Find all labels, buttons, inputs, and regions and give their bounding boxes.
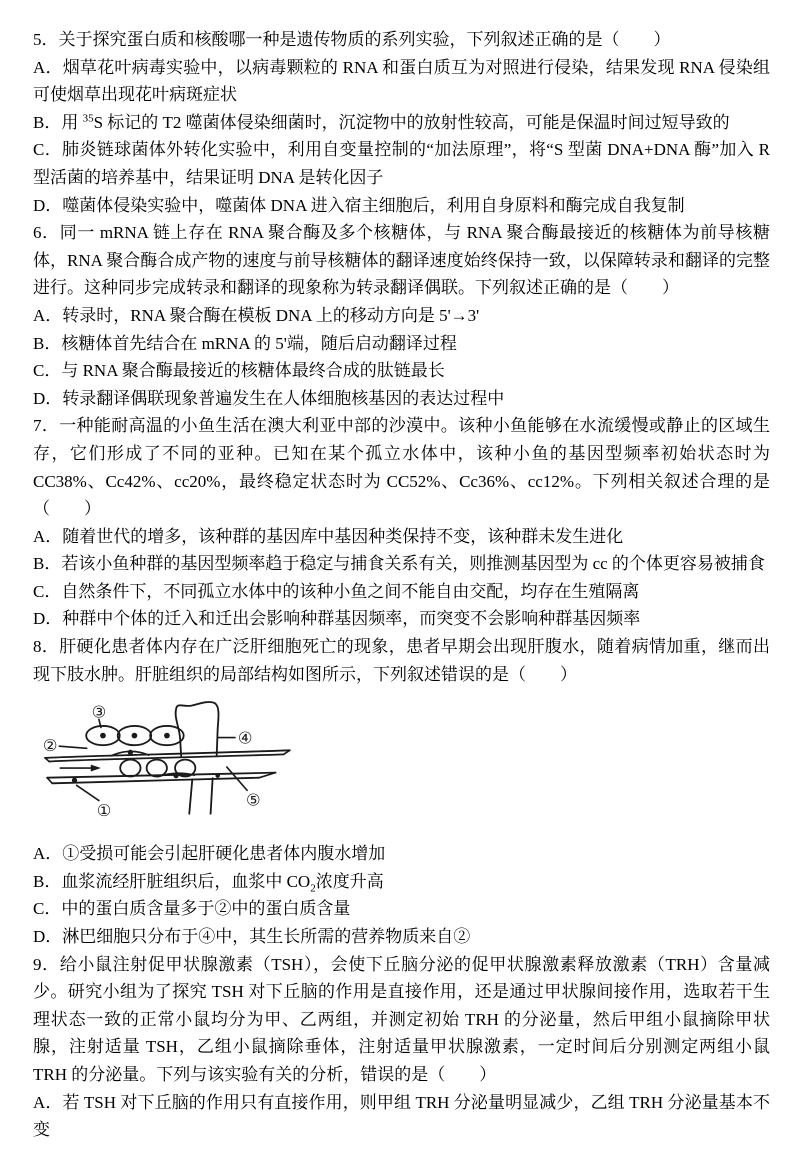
diagram-label-1: ① [96, 801, 112, 821]
diagram-label-5: ⑤ [245, 790, 261, 810]
co2-subscript: 2 [310, 882, 316, 895]
question-9-stem: 9．给小鼠注射促甲状腺激素（TSH），会使下丘脑分泌的促甲状腺激素释放激素（TRH）含量减少。研究小组为了探究 TSH 对下丘脑的作用是直接作用，还是通过甲状腺间接作用，选取若干生理状态一致的正常小鼠均分为甲、乙两组，并测定初始 TRH 的分泌量，然后甲组小鼠摘除甲状腺，注射适量 TSH，乙组小鼠摘除垂体，注射适量甲状腺激素，一定时间后分别测定两组小鼠 TRH 的分泌量。下列与该实验有关的分析，错误的是（ ） [33, 954, 770, 1084]
branch-vessel [189, 778, 212, 814]
question-7-option-d: D．种群中个体的迁入和迁出会影响种群基因频率，而突变不会影响种群基因频率 [33, 609, 641, 629]
q5-option-b-text: B．用 [33, 112, 83, 132]
label-2-pointer-line [59, 746, 86, 748]
q5-option-b-rest: S 标记的 T2 噬菌体侵染细菌时，沉淀物中的放射性较高，可能是保温时间过短导致的 [93, 112, 730, 132]
question-6-option-c: C．与 RNA 聚合酶最接近的核糖体最终合成的肽链最长 [33, 361, 445, 381]
question-6-option-a: A．转录时，RNA 聚合酶在模板 DNA 上的移动方向是 5'→3' [33, 305, 480, 325]
question-8-stem: 8．肝硬化患者体内存在广泛肝细胞死亡的现象，患者早期会出现肝腹水，随着病情加重，继而出现下肢水肿。肝脏组织的局部结构如图所示，下列叙述错误的是（ ） [33, 637, 770, 684]
lymphatic-vessel [176, 702, 219, 756]
question-7-option-a: A．随着世代的增多，该种群的基因库中基因种类保持不变，该种群未发生进化 [33, 526, 624, 546]
question-6 [33, 219, 770, 412]
question-5-option-d: D．噬菌体侵染实验中，噬菌体 DNA 进入宿主细胞后，利用自身原料和酶完成自我复制 [33, 195, 685, 215]
question-5-option-c: C．肺炎链球菌体外转化实验中，利用自变量控制的“加法原理”，将“S 型菌 DNA+DNA 酶”加入 R 型活菌的培养基中，结果证明 DNA 是转化因子 [33, 140, 770, 187]
question-7-option-c: C．自然条件下，不同孤立水体中的该种小鱼之间不能自由交配，均存在生殖隔离 [33, 581, 640, 601]
question-6-option-d: D．转录翻译偶联现象普遍发生在人体细胞核基因的表达过程中 [33, 388, 505, 408]
label-1-pointer-line [77, 786, 99, 801]
q8-option-b-rest: 浓度升高 [315, 871, 384, 891]
question-8-option-d: D．淋巴细胞只分布于④中，其生长所需的营养物质来自② [33, 927, 471, 947]
q8-option-b-text: B．血浆流经肝脏组织后，血浆中 CO [33, 871, 311, 891]
question-5-option-b [33, 109, 770, 137]
question-7 [33, 412, 770, 633]
question-9 [33, 951, 770, 1144]
isotope-35-superscript: 35 [82, 112, 94, 125]
blood-flow-arrow [60, 765, 101, 772]
question-7-option-b: B．若该小鱼种群的基因型频率趋于稳定与捕食关系有关，则推测基因型为 cc 的个体更容易被捕食 [33, 554, 765, 574]
question-6-option-b: B．核糖体首先结合在 mRNA 的 5'端，随后启动翻译过程 [33, 333, 457, 353]
question-6-stem: 6．同一 mRNA 链上存在 RNA 聚合酶及多个核糖体，与 RNA 聚合酶最接近的核糖体为前导核糖体，RNA 聚合酶合成产物的速度与前导核糖体的翻译速度始终保持一致，以保障转录和翻译的完整进行。这种同步完成转录和翻译的现象称为转录翻译偶联。下列叙述正确的是（ ） [33, 223, 770, 298]
capillary-bottom-wall [47, 773, 275, 784]
diagram-label-3: ③ [91, 702, 107, 722]
question-8-option-c: C．中的蛋白质含量多于②中的蛋白质含量 [33, 899, 351, 919]
question-9-option-a: A．若 TSH 对下丘脑的作用只有直接作用，则甲组 TRH 分泌量明显减少，乙组 TRH 分泌量基本不变 [33, 1092, 770, 1140]
liver-tissue-figure [37, 698, 307, 830]
liver-tissue-diagram [37, 698, 307, 830]
question-8-option-a: A．①受损可能会引起肝硬化患者体内腹水增加 [33, 844, 386, 864]
question-5-stem: 5．关于探究蛋白质和核酸哪一种是遗传物质的系列实验，下列叙述正确的是（ ） [33, 30, 671, 49]
question-5 [33, 26, 770, 219]
question-8-option-b [33, 868, 770, 896]
question-7-stem: 7．一种能耐高温的小鱼生活在澳大利亚中部的沙漠中。该种小鱼能够在水流缓慢或静止的区域生存，它们形成了不同的亚种。已知在某个孤立水体中，该种小鱼的基因型频率初始状态时为 CC38%、Cc42%、cc20%，最终稳定状态时为 CC52%、Cc36%、cc12%。下列相关叙述合理的是（ ） [33, 416, 770, 519]
question-8 [33, 633, 770, 951]
liver-cells [86, 726, 183, 745]
diagram-label-2: ② [42, 736, 58, 756]
diagram-label-4: ④ [237, 728, 253, 748]
capillary-top-wall [45, 750, 290, 762]
question-5-option-a: A．烟草花叶病毒实验中，以病毒颗粒的 RNA 和蛋白质互为对照进行侵染，结果发现 RNA 侵染组可使烟草出现花叶病斑症状 [33, 57, 770, 105]
